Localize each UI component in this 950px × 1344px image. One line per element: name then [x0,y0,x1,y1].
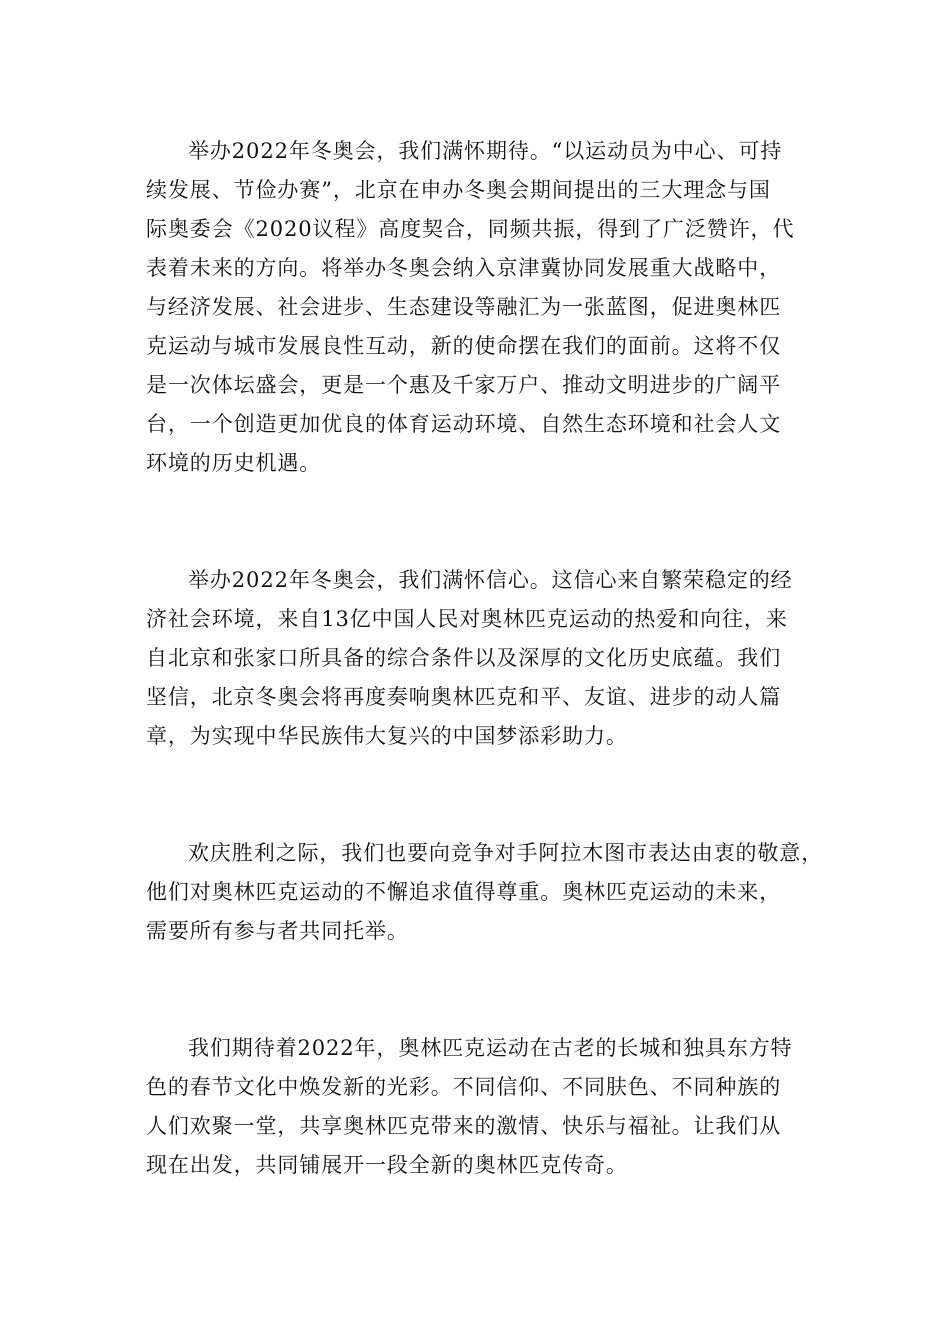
paragraph-line: 他们对奥林匹克运动的不懈追求值得尊重。奥林匹克运动的未来， [146,880,782,904]
paragraph-line: 人们欢聚一堂，共享奥林匹克带来的激情、快乐与福祉。让我们从 [146,1114,782,1138]
paragraph-1 [146,132,794,483]
paragraph-2 [146,561,793,756]
paragraph-line: 际奥委会《2020议程》高度契合，同频共振，得到了广泛赞许，代 [146,217,795,241]
paragraph-line: 与经济发展、社会进步、生态建设等融汇为一张蓝图，促进奥林匹 [146,295,782,319]
paragraph-line: 举办2022年冬奥会，我们满怀信心。这信心来自繁荣稳定的经 [188,568,793,592]
paragraph-line: 需要所有参与者共同托举。 [146,919,409,943]
paragraph-line: 续发展、节俭办赛”，北京在申办冬奥会期间提出的三大理念与国 [146,178,771,202]
paragraph-line: 自北京和张家口所具备的综合条件以及深厚的文化历史底蕴。我们 [146,646,782,670]
paragraph-line: 是一次体坛盛会，更是一个惠及千家万户、推动文明进步的广阔平 [146,373,782,397]
paragraph-line: 欢庆胜利之际，我们也要向竞争对手阿拉木图市表达由衷的敬意， [188,841,824,865]
paragraph-line: 克运动与城市发展良性互动，新的使命摆在我们的面前。这将不仅 [146,334,782,358]
paragraph-line: 表着未来的方向。将举办冬奥会纳入京津冀协同发展重大战略中， [146,256,782,280]
paragraph-line: 我们期待着2022年，奥林匹克运动在古老的长城和独具东方特 [188,1036,793,1060]
paragraph-4 [146,1029,793,1185]
paragraph-line: 章，为实现中华民族伟大复兴的中国梦添彩助力。 [146,724,628,748]
paragraph-line: 坚信，北京冬奥会将再度奏响奥林匹克和平、友谊、进步的动人篇 [146,685,782,709]
paragraph-3 [146,834,823,951]
paragraph-line: 环境的历史机遇。 [146,451,322,475]
paragraph-line: 济社会环境，来自13亿中国人民对奥林匹克运动的热爱和向往，来 [146,607,788,631]
paragraph-line: 色的春节文化中焕发新的光彩。不同信仰、不同肤色、不同种族的 [146,1075,782,1099]
paragraph-line: 举办2022年冬奥会，我们满怀期待。“以运动员为中心、可持 [188,139,783,163]
paragraph-line: 现在出发，共同铺展开一段全新的奥林匹克传奇。 [146,1153,628,1177]
paragraph-line: 台，一个创造更加优良的体育运动环境、自然生态环境和社会人文 [146,412,782,436]
